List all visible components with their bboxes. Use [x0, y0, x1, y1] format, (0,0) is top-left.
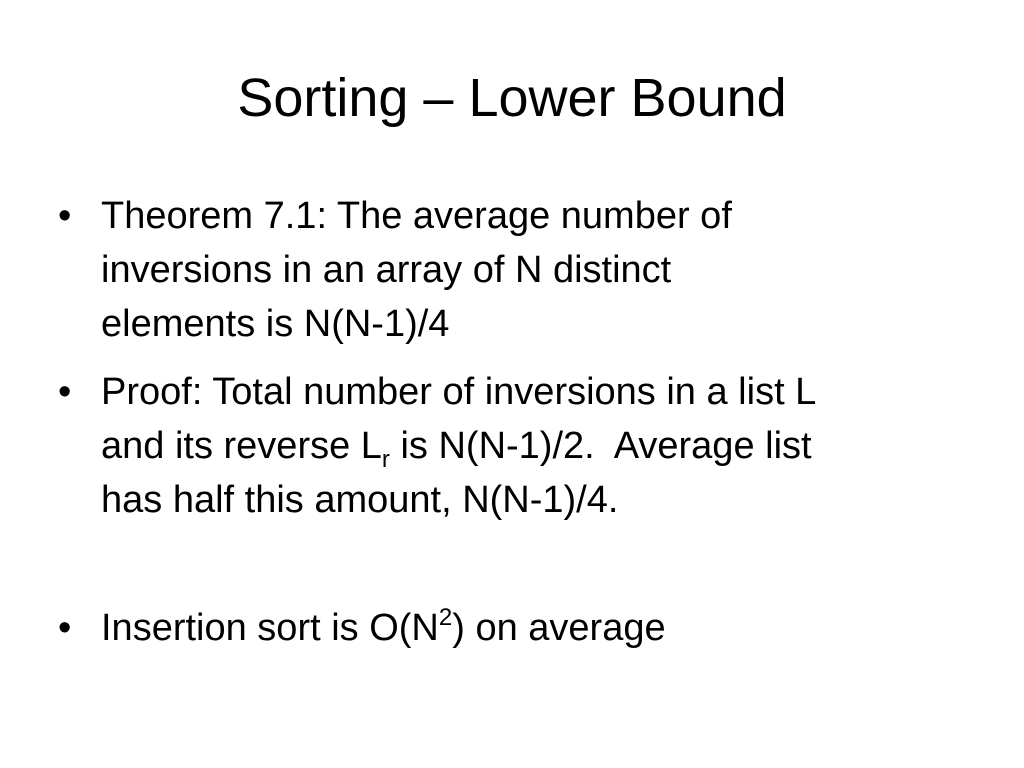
- bullet-icon: •: [58, 371, 72, 413]
- slide-title: Sorting – Lower Bound: [237, 68, 787, 128]
- bullet-line: [101, 419, 981, 473]
- text-segment: ) on average: [452, 607, 666, 649]
- subscript: r: [381, 446, 390, 473]
- text-segment: Insertion sort is O(N: [101, 607, 439, 649]
- text-segment: is N(N-1)/2. Average list: [389, 425, 812, 467]
- bullet-text: [101, 189, 981, 351]
- bullet-line: [101, 601, 981, 655]
- bullet-icon: •: [58, 195, 72, 237]
- bullet-line: inversions in an array of N distinct: [101, 249, 672, 291]
- bullet-text: [101, 365, 981, 527]
- text-segment: and its reverse L: [101, 425, 382, 467]
- bullet-icon: •: [58, 607, 72, 649]
- bullet-line: elements is N(N-1)/4: [101, 303, 450, 345]
- superscript: 2: [438, 604, 453, 631]
- bullet-line: has half this amount, N(N-1)/4.: [101, 479, 619, 521]
- bullet-line: Theorem 7.1: The average number of: [101, 195, 732, 237]
- bullet-text: [101, 601, 981, 655]
- bullet-line: Proof: Total number of inversions in a list L: [101, 371, 817, 413]
